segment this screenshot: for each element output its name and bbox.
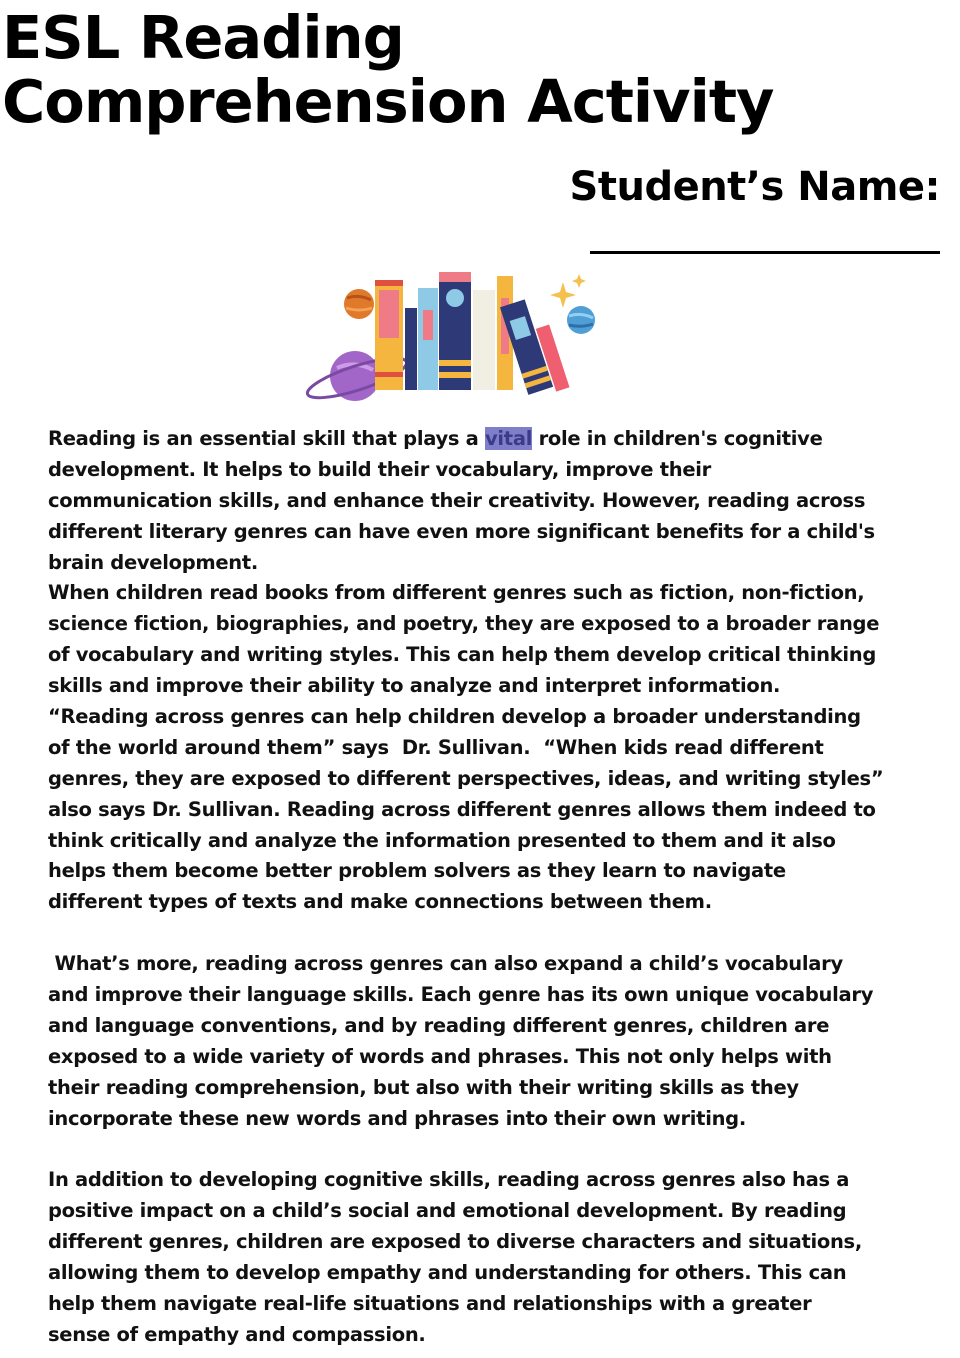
passage-line: different genres, children are exposed to diverse characters and situations, (48, 1230, 862, 1254)
passage-line: exposed to a wide variety of words and phrases. This not only helps with (48, 1044, 832, 1068)
passage-line: allowing them to develop empathy and understanding for others. This can (48, 1261, 847, 1285)
title-line-2: Comprehension Activity (2, 67, 774, 136)
passage-line (48, 424, 928, 455)
passage-line: genres, they are exposed to different perspectives, ideas, and writing styles” (48, 766, 884, 790)
books-and-planets-icon (305, 268, 605, 410)
passage-line: also says Dr. Sullivan. Reading across different genres allows them indeed to (48, 797, 876, 821)
passage-line: and language conventions, and by reading different genres, children are (48, 1013, 830, 1037)
passage-line: think critically and analyze the information presented to them and it also (48, 828, 836, 852)
passage-text: role in children's cognitive (532, 427, 823, 450)
passage-line: In addition to developing cognitive skills, reading across genres also has a (48, 1168, 850, 1192)
passage-line: helps them become better problem solvers as they learn to navigate (48, 859, 786, 883)
highlighted-word[interactable]: vital (485, 427, 533, 450)
worksheet-title (2, 3, 774, 136)
passage-line: incorporate these new words and phrases into their own writing. (48, 1106, 746, 1130)
passage-blank-line (48, 918, 928, 949)
reading-passage (48, 424, 928, 1351)
passage-line: help them navigate real-life situations and relationships with a greater (48, 1291, 812, 1315)
passage-text: Reading is an essential skill that plays a (48, 427, 486, 450)
passage-line: positive impact on a child’s social and emotional development. By reading (48, 1199, 847, 1223)
passage-line: What’s more, reading across genres can also expand a child’s vocabulary (48, 952, 843, 976)
passage-line: sense of empathy and compassion. (48, 1322, 426, 1346)
passage-blank-line (48, 1134, 928, 1165)
passage-line: skills and improve their ability to analyze and interpret information. (48, 674, 781, 698)
passage-line: different literary genres can have even more significant benefits for a child's (48, 519, 875, 543)
passage-line: and improve their language skills. Each genre has its own unique vocabulary (48, 983, 874, 1007)
passage-line: development. It helps to build their vocabulary, improve their (48, 457, 711, 481)
passage-line: When children read books from different genres such as fiction, non-fiction, (48, 581, 865, 605)
passage-line: different types of texts and make connections between them. (48, 890, 712, 914)
passage-line: brain development. (48, 550, 259, 574)
passage-line: their reading comprehension, but also with their writing skills as they (48, 1075, 799, 1099)
passage-line: “Reading across genres can help children develop a broader understanding (48, 705, 861, 729)
title-line-1: ESL Reading (2, 3, 404, 72)
passage-line: science fiction, biographies, and poetry, they are exposed to a broader range (48, 612, 880, 636)
passage-line: of the world around them” says Dr. Sullivan. “When kids read different (48, 735, 824, 759)
student-name-blank-line (590, 251, 940, 254)
passage-line: communication skills, and enhance their creativity. However, reading across (48, 488, 866, 512)
passage-line: of vocabulary and writing styles. This can help them develop critical thinking (48, 643, 876, 667)
student-name-label: Student’s Name: (569, 164, 940, 210)
